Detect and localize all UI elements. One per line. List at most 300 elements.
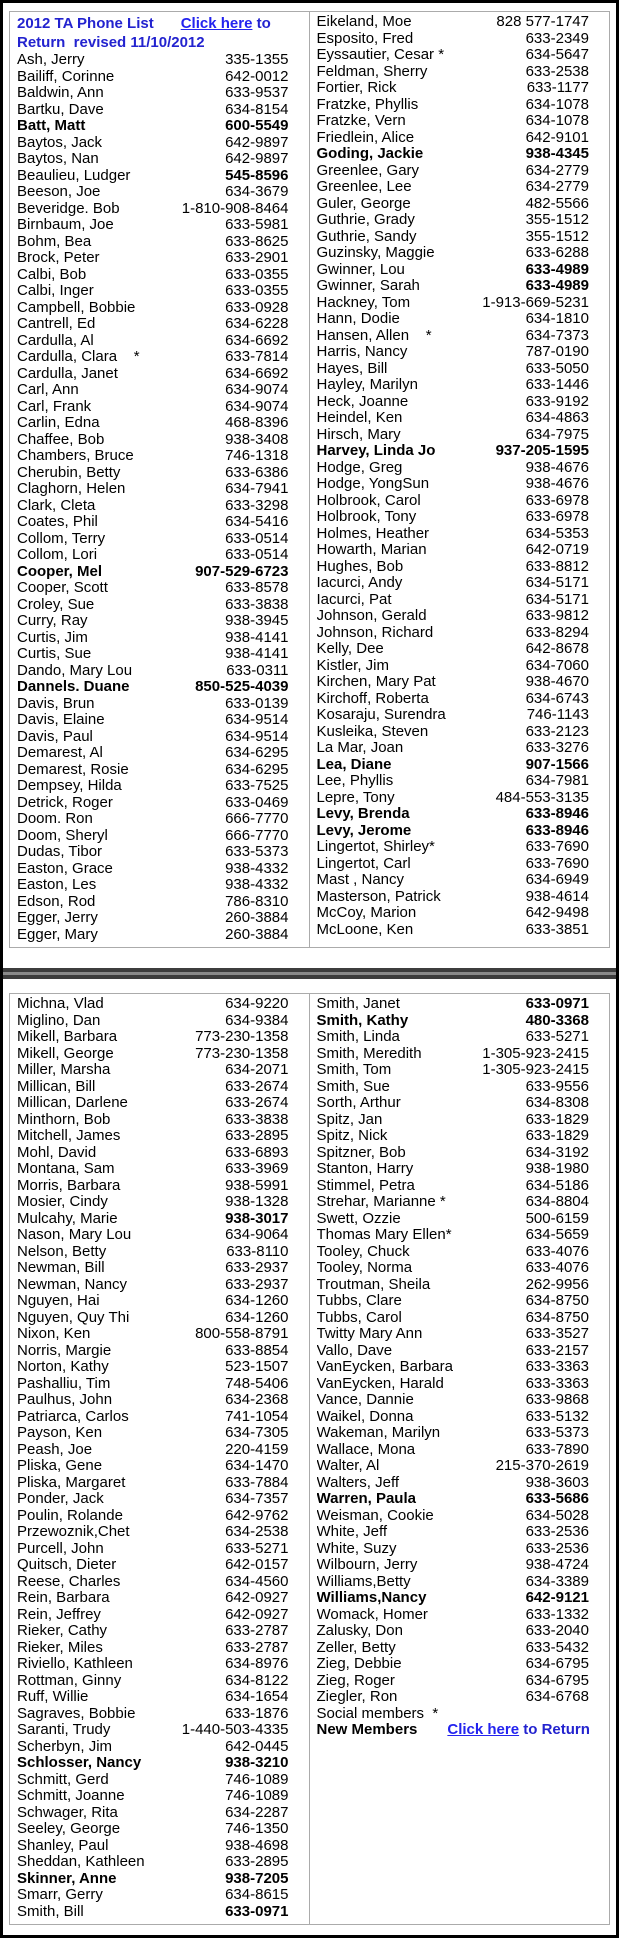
member-name: Przewoznik,Chet bbox=[17, 1524, 130, 1540]
member-phone: 1-305-923-2415 bbox=[482, 1044, 589, 1062]
list-row bbox=[17, 762, 309, 779]
member-phone: 634-5647 bbox=[525, 46, 589, 63]
member-phone: 634-3192 bbox=[525, 1143, 589, 1161]
list-row bbox=[317, 1260, 610, 1277]
member-phone: 634-9064 bbox=[225, 1226, 289, 1243]
list-row bbox=[17, 69, 309, 86]
member-phone: 633-7890 bbox=[525, 1440, 589, 1458]
member-name: Beeson, Joe bbox=[17, 184, 101, 200]
list-row bbox=[17, 168, 309, 185]
list-row bbox=[317, 1689, 610, 1706]
member-name: Holbrook, Tony bbox=[316, 509, 417, 525]
member-phone: 633-2787 bbox=[225, 1622, 289, 1639]
list-row bbox=[17, 663, 309, 680]
list-row bbox=[17, 1178, 309, 1195]
member-phone: 633-2787 bbox=[225, 1638, 289, 1656]
member-name: Collom, Lori bbox=[17, 547, 98, 563]
member-phone: 746-1143 bbox=[526, 706, 589, 723]
member-name: Tooley, Norma bbox=[316, 1260, 413, 1276]
member-name: Chaffee, Bob bbox=[17, 431, 105, 448]
member-phone: 634-2071 bbox=[225, 1061, 289, 1078]
member-phone: 633-2040 bbox=[525, 1622, 589, 1639]
list-row bbox=[17, 811, 309, 828]
member-name: Rieker, Cathy bbox=[17, 1623, 108, 1639]
list-row bbox=[317, 996, 610, 1013]
list-row bbox=[317, 1326, 610, 1343]
member-name: Seeley, George bbox=[17, 1821, 121, 1837]
member-phone: 260-3884 bbox=[225, 925, 289, 943]
member-phone: 642-0927 bbox=[225, 1605, 289, 1623]
list-row bbox=[17, 861, 309, 878]
list-row bbox=[317, 47, 610, 64]
member-phone: 938-5991 bbox=[225, 1176, 289, 1194]
member-name: Norton, Kathy bbox=[17, 1359, 109, 1375]
member-name: Collom, Terry bbox=[17, 530, 106, 547]
member-phone: 634-9220 bbox=[225, 995, 289, 1012]
list-row bbox=[17, 1392, 309, 1409]
member-phone: 484-553-3135 bbox=[495, 788, 589, 806]
member-phone: 634-9514 bbox=[225, 711, 289, 728]
list-row bbox=[17, 597, 309, 614]
member-name: Harvey, Linda Jo bbox=[316, 443, 436, 459]
member-phone: 634-5171 bbox=[525, 574, 589, 591]
list-row bbox=[17, 996, 309, 1013]
list-row bbox=[317, 1211, 610, 1228]
member-name: Fratzke, Phyllis bbox=[316, 96, 419, 113]
member-phone: 633-1446 bbox=[525, 376, 589, 393]
list-row bbox=[17, 1524, 309, 1541]
member-phone: 633-4989 bbox=[525, 260, 589, 278]
member-name: Gwinner, Sarah bbox=[316, 278, 420, 294]
member-phone: 938-4614 bbox=[525, 887, 589, 905]
list-row bbox=[317, 295, 610, 312]
list-row bbox=[17, 877, 309, 894]
member-phone: 633-3969 bbox=[225, 1160, 289, 1177]
list-row bbox=[317, 427, 610, 444]
list-row bbox=[317, 856, 610, 873]
member-phone: 634-5186 bbox=[525, 1176, 589, 1194]
member-name: Cardulla, Janet bbox=[17, 365, 118, 382]
member-name: Brock, Peter bbox=[17, 250, 100, 266]
member-name: Wilbourn, Jerry bbox=[316, 1557, 418, 1573]
member-phone: 642-9897 bbox=[225, 150, 289, 167]
list-row bbox=[17, 1244, 309, 1261]
member-phone: 642-9121 bbox=[525, 1589, 589, 1606]
bottom-left-column bbox=[10, 994, 310, 1924]
member-name: Smith, Sue bbox=[316, 1078, 390, 1095]
top-right-column bbox=[310, 12, 610, 947]
list-row bbox=[317, 905, 610, 922]
member-phone: 633-2895 bbox=[225, 1127, 289, 1144]
list-row bbox=[317, 493, 610, 510]
member-name: Lea, Diane bbox=[316, 756, 392, 773]
member-name: Mitchell, James bbox=[17, 1128, 121, 1144]
phone-list-table-top bbox=[9, 11, 610, 948]
member-name: Smith, Linda bbox=[316, 1029, 400, 1045]
member-phone: 220-4159 bbox=[225, 1440, 289, 1458]
list-row bbox=[317, 130, 610, 147]
member-name: Schmitt, Joanne bbox=[17, 1788, 125, 1804]
list-row bbox=[317, 113, 610, 130]
member-name: Calbi, Bob bbox=[17, 266, 87, 283]
list-row bbox=[317, 724, 610, 741]
member-name: Schlosser, Nancy bbox=[17, 1755, 142, 1771]
return-link-bottom[interactable]: Click here bbox=[447, 1721, 520, 1738]
member-phone: 633-3276 bbox=[525, 739, 589, 756]
member-name: Fratzke, Vern bbox=[316, 113, 406, 129]
list-row bbox=[17, 613, 309, 630]
member-phone: 907-529-6723 bbox=[195, 562, 289, 580]
member-phone: 634-1654 bbox=[225, 1688, 289, 1705]
member-name: McCoy, Marion bbox=[316, 905, 417, 921]
member-phone: 633-8812 bbox=[525, 557, 589, 575]
member-name: Miller, Marsha bbox=[17, 1062, 111, 1078]
member-name: Smith, Janet bbox=[316, 996, 400, 1012]
member-phone: 600-5549 bbox=[225, 117, 289, 134]
member-name: Shanley, Paul bbox=[17, 1837, 109, 1854]
member-phone: 634-2779 bbox=[525, 178, 589, 195]
list-row bbox=[317, 245, 610, 262]
member-name: Davis, Paul bbox=[17, 728, 93, 745]
member-name: Hodge, YongSun bbox=[316, 476, 430, 492]
entry-list bbox=[317, 14, 610, 938]
list-row bbox=[317, 823, 610, 840]
member-name: Mikell, George bbox=[17, 1045, 114, 1062]
member-name: Feldman, Sherry bbox=[316, 63, 428, 80]
member-name: Mulcahy, Marie bbox=[17, 1210, 118, 1227]
member-name: Eyssautier, Cesar * bbox=[316, 47, 445, 63]
member-name: Nguyen, Quy Thi bbox=[17, 1309, 130, 1326]
member-phone: 634-9384 bbox=[225, 1011, 289, 1029]
member-phone: 633-9192 bbox=[525, 392, 589, 410]
member-phone: 938-1980 bbox=[525, 1160, 589, 1177]
member-name: Michna, Vlad bbox=[17, 996, 104, 1012]
list-row bbox=[17, 1607, 309, 1624]
list-row bbox=[17, 1623, 309, 1640]
member-name: Curtis, Sue bbox=[17, 646, 92, 662]
member-name: Guzinsky, Maggie bbox=[316, 245, 435, 261]
list-row bbox=[17, 102, 309, 119]
member-name: Zieg, Debbie bbox=[316, 1656, 402, 1672]
list-row bbox=[317, 1541, 610, 1558]
member-name: Zalusky, Don bbox=[316, 1623, 403, 1639]
list-row bbox=[317, 1161, 610, 1178]
member-phone: 938-3210 bbox=[225, 1754, 289, 1771]
list-row bbox=[317, 707, 610, 724]
list-row bbox=[317, 1524, 610, 1541]
member-name: Levy, Brenda bbox=[316, 806, 410, 822]
member-name: Waikel, Donna bbox=[316, 1408, 414, 1425]
list-row bbox=[317, 872, 610, 889]
list-row bbox=[317, 806, 610, 823]
member-phone: 633-1829 bbox=[525, 1110, 589, 1128]
member-name: Campbell, Bobbie bbox=[17, 299, 136, 316]
list-row bbox=[317, 1178, 610, 1195]
member-name: Fortier, Rick bbox=[316, 80, 397, 96]
list-row bbox=[317, 1409, 610, 1426]
member-name: Guthrie, Grady bbox=[316, 212, 415, 228]
member-name: White, Suzy bbox=[316, 1540, 397, 1557]
member-phone: 634-6228 bbox=[225, 315, 289, 332]
list-row bbox=[317, 1557, 610, 1574]
member-phone: 633-9868 bbox=[525, 1391, 589, 1408]
member-name: Hansen, Allen * bbox=[316, 327, 432, 344]
member-name: Hodge, Greg bbox=[316, 459, 403, 476]
new-members-suffix: to Return bbox=[519, 1721, 590, 1738]
member-phone: 634-8615 bbox=[225, 1886, 289, 1903]
member-phone: 634-6692 bbox=[225, 331, 289, 349]
list-row bbox=[17, 1755, 309, 1772]
return-link-top[interactable]: Click here bbox=[180, 15, 253, 32]
member-name: Baytos, Jack bbox=[17, 134, 103, 151]
member-name: Croley, Sue bbox=[17, 596, 95, 613]
member-name: Johnson, Richard bbox=[316, 624, 434, 641]
list-row bbox=[317, 1491, 610, 1508]
list-row bbox=[17, 696, 309, 713]
member-name: Walter, Al bbox=[316, 1458, 380, 1474]
list-row bbox=[317, 1145, 610, 1162]
list-row bbox=[17, 135, 309, 152]
member-phone: 634-9074 bbox=[225, 397, 289, 415]
member-name: Nelson, Betty bbox=[17, 1243, 107, 1260]
member-name: Tubbs, Carol bbox=[316, 1309, 402, 1326]
member-phone: 355-1512 bbox=[525, 227, 589, 245]
member-name: Womack, Homer bbox=[316, 1606, 428, 1623]
list-row bbox=[17, 1805, 309, 1822]
member-phone: 633-4076 bbox=[525, 1242, 589, 1260]
list-row bbox=[17, 349, 309, 366]
bottom-right-column bbox=[310, 994, 610, 1924]
list-row bbox=[317, 608, 610, 625]
member-phone: 633-5050 bbox=[525, 359, 589, 377]
list-row bbox=[17, 1029, 309, 1046]
member-name: Troutman, Sheila bbox=[316, 1276, 431, 1293]
member-name: Smith, Tom bbox=[316, 1062, 392, 1078]
member-name: Dempsey, Hilda bbox=[17, 778, 122, 794]
member-phone: 634-6692 bbox=[225, 364, 289, 382]
list-row bbox=[317, 1112, 610, 1129]
list-row bbox=[17, 234, 309, 251]
member-phone: 634-5171 bbox=[525, 590, 589, 608]
member-name: Sagraves, Bobbie bbox=[17, 1705, 136, 1722]
member-phone: 633-8110 bbox=[226, 1242, 289, 1260]
member-phone: 633-1177 bbox=[526, 79, 589, 96]
title-text: 2012 TA Phone List bbox=[17, 15, 154, 32]
member-phone: 633-1876 bbox=[225, 1704, 289, 1722]
list-row bbox=[317, 97, 610, 114]
list-row bbox=[17, 267, 309, 284]
member-phone: 938-3017 bbox=[225, 1209, 289, 1227]
member-name: Esposito, Fred bbox=[316, 30, 414, 47]
member-phone: 938-4676 bbox=[525, 458, 589, 476]
member-name: Patriarca, Carlos bbox=[17, 1408, 129, 1425]
list-row bbox=[17, 778, 309, 795]
list-row bbox=[317, 311, 610, 328]
member-phone: 633-8294 bbox=[525, 623, 589, 641]
member-name: Tooley, Chuck bbox=[316, 1243, 410, 1260]
member-name: Hirsch, Mary bbox=[316, 426, 401, 443]
member-phone: 545-8596 bbox=[225, 166, 289, 184]
member-name: Iacurci, Andy bbox=[316, 575, 403, 591]
member-phone: 634-1260 bbox=[225, 1292, 289, 1309]
member-name: Holmes, Heather bbox=[316, 525, 430, 542]
member-name: Miglino, Dan bbox=[17, 1012, 101, 1029]
member-name: Skinner, Anne bbox=[17, 1870, 117, 1887]
member-phone: 938-4141 bbox=[225, 645, 289, 662]
list-row bbox=[317, 1442, 610, 1459]
member-phone: 633-0139 bbox=[225, 694, 289, 712]
member-phone: 828 577-1747 bbox=[496, 13, 589, 30]
social-members-note bbox=[317, 1706, 610, 1723]
member-name: Wallace, Mona bbox=[316, 1441, 416, 1458]
member-phone: 1-810-908-8464 bbox=[181, 199, 289, 217]
member-name: Hughes, Bob bbox=[316, 558, 404, 575]
member-name: VanEycken, Harald bbox=[316, 1375, 444, 1392]
list-row bbox=[17, 531, 309, 548]
member-name: Quitsch, Dieter bbox=[17, 1557, 117, 1573]
list-row bbox=[17, 432, 309, 449]
member-phone: 633-3527 bbox=[525, 1325, 589, 1342]
entry-list bbox=[17, 996, 309, 1920]
list-row bbox=[317, 212, 610, 229]
list-row bbox=[317, 278, 610, 295]
member-phone: 633-0514 bbox=[225, 546, 289, 563]
list-row bbox=[17, 927, 309, 944]
member-phone: 1-440-503-4335 bbox=[181, 1721, 289, 1738]
list-row bbox=[17, 481, 309, 498]
list-row bbox=[17, 283, 309, 300]
member-name: Millican, Bill bbox=[17, 1078, 96, 1095]
member-phone: 634-6795 bbox=[525, 1655, 589, 1672]
member-name: Kirchen, Mary Pat bbox=[316, 674, 436, 690]
member-name: Kusleika, Steven bbox=[316, 723, 429, 740]
member-name: Edson, Rod bbox=[17, 893, 96, 910]
member-name: Spitzner, Bob bbox=[316, 1144, 406, 1161]
member-name: Williams,Betty bbox=[316, 1573, 411, 1590]
list-row bbox=[317, 674, 610, 691]
list-row bbox=[17, 1673, 309, 1690]
page-title bbox=[17, 14, 309, 52]
list-row bbox=[17, 1640, 309, 1657]
list-row bbox=[317, 575, 610, 592]
list-row bbox=[317, 1227, 610, 1244]
member-phone: 633-3363 bbox=[525, 1374, 589, 1392]
member-name: Doom, Sheryl bbox=[17, 827, 108, 844]
list-row bbox=[317, 1095, 610, 1112]
member-phone: 480-3368 bbox=[525, 1011, 589, 1029]
member-name: Heindel, Ken bbox=[316, 410, 403, 426]
member-phone: 633-5271 bbox=[525, 1028, 589, 1045]
list-row bbox=[17, 1887, 309, 1904]
list-row bbox=[17, 1326, 309, 1343]
list-row bbox=[17, 118, 309, 135]
list-row bbox=[17, 547, 309, 564]
list-row bbox=[317, 1475, 610, 1492]
member-phone: 633-4989 bbox=[525, 277, 589, 294]
list-row bbox=[317, 1029, 610, 1046]
member-phone: 633-7814 bbox=[225, 348, 289, 365]
list-row bbox=[317, 658, 610, 675]
member-phone: 937-205-1595 bbox=[495, 442, 589, 459]
member-phone: 746-1089 bbox=[225, 1770, 289, 1788]
list-row bbox=[317, 592, 610, 609]
list-row bbox=[17, 85, 309, 102]
list-row bbox=[317, 526, 610, 543]
member-phone: 938-4670 bbox=[525, 673, 589, 690]
member-name: Peash, Joe bbox=[17, 1441, 93, 1458]
member-phone: 633-2937 bbox=[225, 1275, 289, 1293]
list-row bbox=[17, 910, 309, 927]
member-name: Williams,Nancy bbox=[316, 1590, 427, 1606]
member-name: Lee, Phyllis bbox=[316, 773, 394, 789]
member-name: Demarest, Rosie bbox=[17, 761, 129, 778]
list-row bbox=[317, 196, 610, 213]
member-phone: 642-8678 bbox=[525, 640, 589, 657]
member-phone: 642-9897 bbox=[225, 133, 289, 151]
member-phone: 634-4560 bbox=[225, 1572, 289, 1590]
list-row bbox=[17, 151, 309, 168]
member-phone: 741-1054 bbox=[225, 1407, 289, 1425]
member-name: Carlin, Edna bbox=[17, 415, 100, 431]
member-phone: 938-1328 bbox=[225, 1193, 289, 1210]
member-phone: 634-3679 bbox=[225, 183, 289, 200]
member-phone: 1-913-669-5231 bbox=[482, 293, 589, 311]
member-name: Doom. Ron bbox=[17, 811, 93, 827]
list-row bbox=[17, 1062, 309, 1079]
member-name: Davis, Brun bbox=[17, 695, 95, 712]
member-phone: 907-1566 bbox=[525, 755, 589, 773]
member-phone: 633-1332 bbox=[525, 1605, 589, 1623]
member-name: Dando, Mary Lou bbox=[17, 662, 133, 679]
list-row bbox=[17, 1359, 309, 1376]
member-name: Johnson, Gerald bbox=[316, 608, 427, 624]
member-name: Demarest, Al bbox=[17, 745, 103, 761]
member-name: Cardulla, Clara * bbox=[17, 349, 140, 365]
member-name: Zeller, Betty bbox=[316, 1639, 396, 1656]
member-phone: 633-5373 bbox=[225, 843, 289, 860]
member-name: Walters, Jeff bbox=[316, 1474, 400, 1491]
member-name: Vance, Dannie bbox=[316, 1392, 414, 1408]
member-name: Dannels. Duane bbox=[17, 679, 130, 695]
list-row bbox=[17, 1128, 309, 1145]
list-row bbox=[17, 514, 309, 531]
member-phone: 468-8396 bbox=[225, 414, 289, 431]
list-row bbox=[17, 1227, 309, 1244]
member-phone: 633-3838 bbox=[225, 1110, 289, 1128]
member-phone: 666-7770 bbox=[225, 810, 289, 827]
member-phone: 634-6795 bbox=[525, 1671, 589, 1689]
member-name: Norris, Margie bbox=[17, 1342, 112, 1359]
member-name: Egger, Jerry bbox=[17, 910, 98, 926]
member-name: Pliska, Gene bbox=[17, 1458, 103, 1474]
member-phone: 633-0971 bbox=[525, 995, 589, 1012]
member-phone: 634-8122 bbox=[225, 1671, 289, 1689]
member-phone: 633-2901 bbox=[225, 249, 289, 266]
member-phone: 634-1078 bbox=[525, 112, 589, 129]
list-row bbox=[17, 1838, 309, 1855]
member-phone: 633-3838 bbox=[225, 595, 289, 613]
member-name: Nason, Mary Lou bbox=[17, 1227, 132, 1243]
member-phone: 633-7884 bbox=[225, 1473, 289, 1491]
member-phone: 355-1512 bbox=[525, 211, 589, 228]
member-name: Sorth, Arthur bbox=[316, 1095, 401, 1111]
list-row bbox=[17, 333, 309, 350]
member-phone: 633-2937 bbox=[225, 1259, 289, 1276]
member-name: Nguyen, Hai bbox=[17, 1293, 100, 1309]
member-phone: 787-0190 bbox=[525, 343, 589, 360]
member-name: Pliska, Margaret bbox=[17, 1474, 126, 1491]
list-row bbox=[17, 366, 309, 383]
